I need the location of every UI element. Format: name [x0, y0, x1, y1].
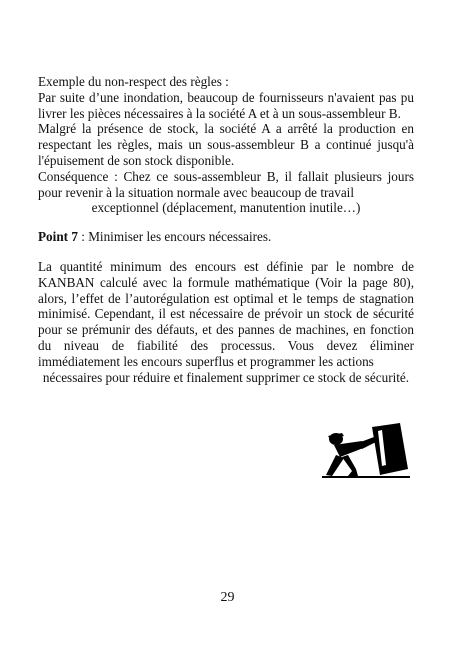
point7-section — [38, 229, 414, 245]
consequence-paragraph: Conséquence : Chez ce sous-assembleur B, il fallait plusieurs jours pour revenir à la situation normale avec beaucoup de travail — [38, 168, 414, 200]
point7-label: Point 7 — [38, 229, 78, 244]
point7-text: : Minimiser les encours nécessaires. — [77, 229, 272, 244]
body-paragraph: La quantité minimum des encours est définie par le nombre de KANBAN calculé avec la formule mathématique (Voir la page 80), alors, l’effet de l’autorégulation est optimal et le temps de stagnation minimisé. Cependant, il est nécessaire de prévoir un stock de sécurité pour se prémunir des défauts, et des pannes de machines, en fonction du niveau de fiabilité des processus. Vous devez éliminer immédiatement les encours superflus et programmer les actions — [38, 259, 414, 369]
consequence-paragraph-end: exceptionnel (déplacement, manutention inutile…) — [91, 200, 361, 216]
page-number: 29 — [220, 590, 235, 605]
example-heading: Exemple du non-respect des règles : — [38, 74, 229, 89]
example-section — [38, 74, 414, 216]
person-pushing-block-icon — [322, 423, 410, 478]
point7-heading — [38, 229, 414, 245]
body-section — [38, 259, 414, 385]
example-paragraph-2: Malgré la présence de stock, la société A a arrêté la production en respectant les règles, mais un sous-assembleur B a continué jusqu'à l'épuisement de son stock disponible. — [38, 121, 414, 168]
body-paragraph-end: nécessaires pour réduire et finalement supprimer ce stock de sécurité. — [42, 369, 410, 385]
example-paragraph-1: Par suite d’une inondation, beaucoup de fournisseurs n'avaient pas pu livrer les pièces nécessaires à la société A et à un sous-assembleur B. — [38, 89, 414, 121]
